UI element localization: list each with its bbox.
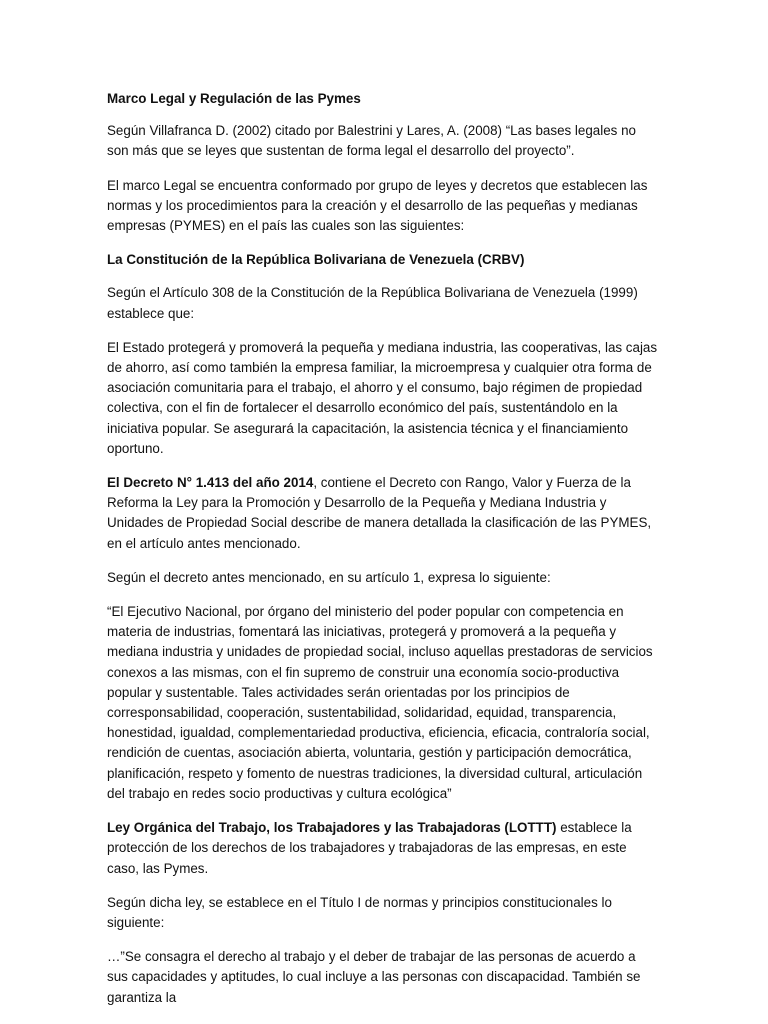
paragraph-citation: Según Villafranca D. (2002) citado por Balestrini y Lares, A. (2008) “Las bases legales no son más que se leyes que sustentan de forma legal el desarrollo del proyecto”. [107,123,636,159]
paragraph-segun-decreto: Según el decreto antes mencionado, en su artículo 1, expresa lo siguiente: [107,569,551,585]
paragraph-segun-ley: Según dicha ley, se establece en el Título I de normas y principios constitucionales lo siguiente: [107,894,612,930]
decreto-reference: El Decreto N° 1.413 del año 2014 [107,475,314,491]
document-body [107,89,659,1022]
paragraph-marco-legal: El marco Legal se encuentra conformado por grupo de leyes y decretos que establecen las normas y los procedimientos para la creación y el desarrollo de las pequeñas y medianas empresas (PYMES) en el país las cuales son las siguientes: [107,177,648,234]
heading-constitucion: La Constitución de la República Bolivariana de Venezuela (CRBV) [107,252,525,268]
lottt-reference: Ley Orgánica del Trabajo, los Trabajadores y las Trabajadoras (LOTTT) [107,820,557,836]
paragraph-estado-protegera: El Estado protegerá y promoverá la pequeña y mediana industria, las cooperativas, las cajas de ahorro, así como también la empresa familiar, la microempresa y cualquier otra forma de asociación comunitaria para el trabajo, el ahorro y el consumo, bajo régimen de propiedad colectiva, con el fin de fortalecer el desarrollo económico del país, sustentándolo en la iniciativa popular. Se asegurará la capacitación, la asistencia técnica y el financiamiento oportuno. [107,339,658,456]
paragraph-lottt [107,818,659,879]
paragraph-quote-trabajo: …”Se consagra el derecho al trabajo y el deber de trabajar de las personas de acuerdo a sus capacidades y aptitudes, lo cual incluye a las personas con discapacidad. También se garantiza la [107,949,641,1005]
paragraph-articulo-308: Según el Artículo 308 de la Constitución de la República Bolivariana de Venezuela (1999) establece que: [107,285,638,321]
lottt-description: establece la protección de los derechos de los trabajadores y trabajadoras de las empresas, en este caso, las Pymes. [107,820,632,876]
document-title: Marco Legal y Regulación de las Pymes [107,91,361,106]
paragraph-quote-ejecutivo: “El Ejecutivo Nacional, por órgano del ministerio del poder popular con competencia en materia de industrias, fomentará las iniciativas, protegerá y promoverá a la pequeña y mediana industria y unidades de propiedad social, incluso aquellas prestadoras de servicios conexos a las mismas, con el fin supremo de construir una economía socio-productiva popular y sustentable. Tales actividades serán orientadas por los principios de corresponsabilidad, cooperación, sustentabilidad, solidaridad, equidad, transparencia, honestidad, igualdad, complementariedad productiva, eficiencia, eficacia, contraloría social, rendición de cuentas, asociación abierta, voluntaria, gestión y participación democrática, planificación, respeto y fomento de nuestras tradiciones, la diversidad cultural, articulación del trabajo en redes socio productivas y cultura ecológica” [107,604,653,801]
decreto-description: , contiene el Decreto con Rango, Valor y Fuerza de la Reforma la Ley para la Promoción y Desarrollo de la Pequeña y Mediana Industria y Unidades de Propiedad Social describe de manera detallada la clasificación de las PYMES, en el artículo antes mencionado. [107,475,652,551]
paragraph-decreto [107,473,659,554]
